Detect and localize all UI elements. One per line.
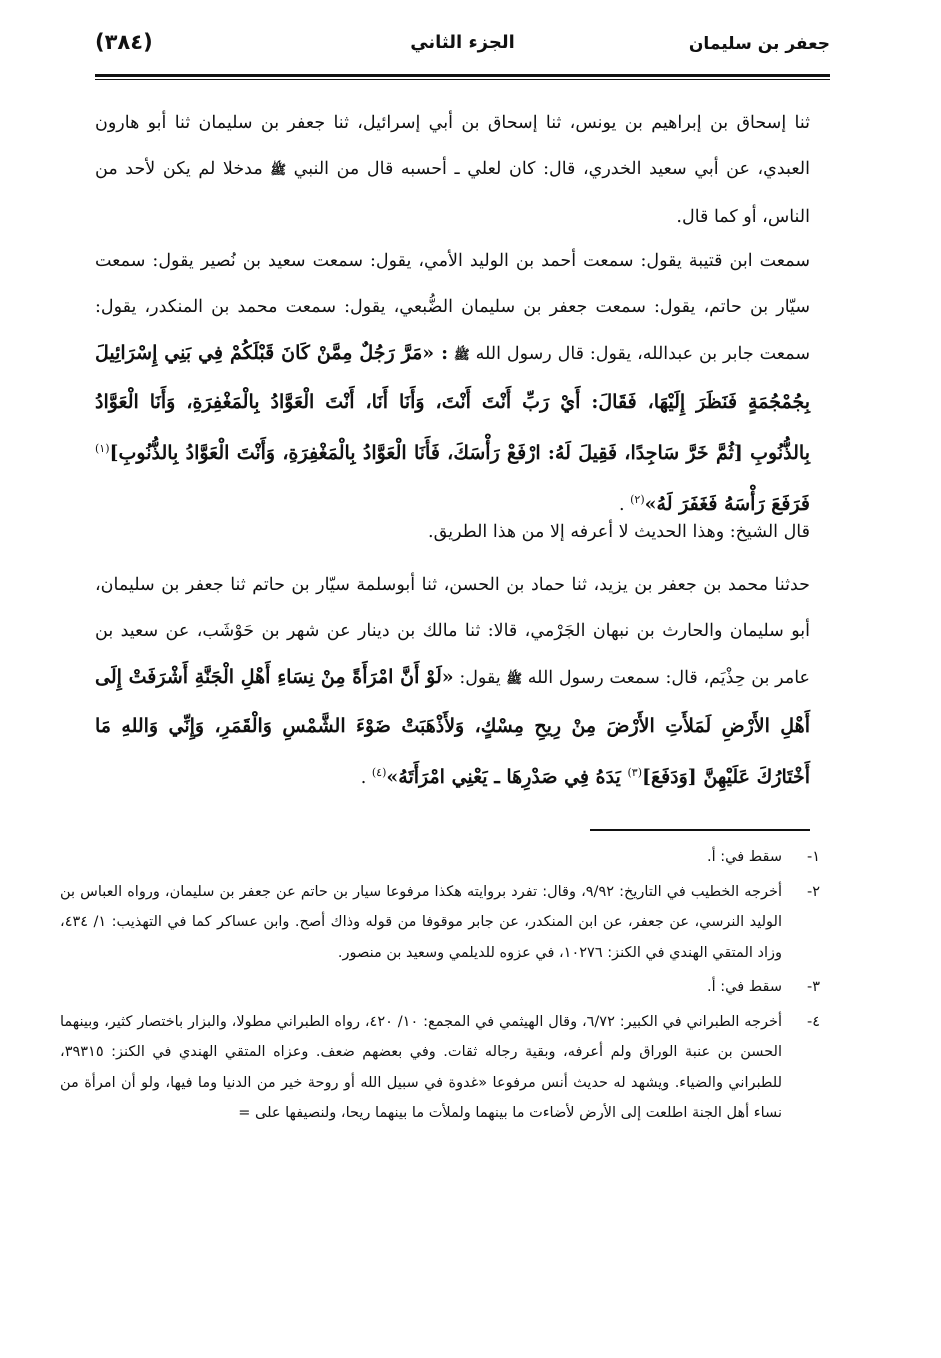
header-rule: [95, 74, 830, 77]
footnote-item: [60, 972, 820, 1003]
footnote-number: ٣-: [806, 979, 820, 995]
part-title: الجزء الثاني: [410, 32, 515, 53]
footnote-item: [60, 1007, 820, 1129]
footnote-ref-4: (٤): [371, 766, 387, 779]
footnotes: [60, 842, 820, 1133]
paragraph-3-text: قال الشيخ: وهذا الحديث لا أعرفه إلا من هذا الطريق.: [428, 522, 810, 542]
footnote-text: سقط في: أ.: [706, 849, 782, 865]
footnote-ref-3: (٣): [627, 766, 642, 779]
salutation-mark: ﷺ: [506, 672, 523, 687]
footnote-item: [60, 877, 820, 969]
hadith-quote-2: «لَوْ أَنَّ امْرَأَةً مِنْ نِسَاءِ أَهْلِ الْجَنَّةِ أَشْرَفَتْ إِلَى أَهْلِ الأَرْضِ لَمَلأَتِ الأَرْضَ مِنْ رِيحِ مِسْكٍ، وَلأَذْهَبَتْ ضَوْءَ الشَّمْسِ وَالْقَمَرِ، وَإِنِّي وَاللهِ مَا أَخْتَارُكَ عَلَيْهِنَّ [وَدَفَعَ]: [95, 666, 810, 788]
hadith-quote-1: : «مَرَّ رَجُلٌ مِمَّنْ كَانَ قَبْلَكُمْ فِي بَنِي إِسْرَائِيلَ بِجُمْجُمَةٍ فَنَظَرَ إِلَيْهَا، فَقَالَ: أَيْ رَبِّ أَنْتَ أَنْتَ، وَأَنَا أَنَا، أَنْتَ الْعَوَّادُ بِالْمَغْفِرَةِ، وَأَنَا الْعَوَّادُ بِالذُّنُوبِ [ثُمَّ خَرَّ سَاجِدًا، فَقِيلَ لَهُ: ارْفَعْ رَأْسَكَ، فَأَنَا الْعَوَّادُ بِالْمَغْفِرَةِ، وَأَنْتَ الْعَوَّادُ بِالذُّنُوبِ]: [95, 342, 810, 464]
running-title: جعفر بن سليمان: [688, 34, 830, 54]
footnote-number: ١-: [806, 849, 820, 865]
paragraph-2-intro: سمعت ابن قتيبة يقول: سمعت أحمد بن الوليد الأمي، يقول: سمعت سعيد بن نُصير يقول: سمعت سيّار بن حاتم، يقول: سمعت جعفر بن سليمان الضُّبعي، يقول: سمعت محمد بن المنكدر، يقول: سمعت جابر بن عبدالله، يقول: قال رسول الله: [95, 251, 810, 364]
footnote-number: ٢-: [806, 883, 820, 900]
paragraph-4: [95, 562, 810, 801]
hadith-quote-1-end: فَرَفَعَ رَأْسَهُ فَغَفَرَ لَهُ»: [644, 492, 810, 515]
paragraph-1-text: ثنا إسحاق بن إبراهيم بن يونس، ثنا إسحاق بن أبي إسرائيل، ثنا جعفر بن سليمان ثنا أبو هارون العبدي، عن أبي سعيد الخدري، قال: كان لعلي ـ أحسبه قال من النبي: [95, 113, 810, 179]
paragraph-4-says: يقول:: [459, 668, 507, 688]
footnote-text: أخرجه الخطيب في التاريخ: ٩/٩٢، وقال: تفرد بروايته هكذا مرفوعا سيار بن حاتم عن جعفر بن سليمان، ورواه العباس بن الوليد النرسي، عن جعفر، عن ابن المنكدر، عن جابر موقوفا من قوله وذاك أصح. وابن عساكر كما في التهذيب: ١/ ٤٣٤، وزاد المتقي الهندي في الكنز: ١٠٢٧٦، في عزوه للديلمي وسعيد بن منصور.: [60, 883, 782, 961]
header-rule-thin: [95, 79, 830, 80]
paragraph-4-dot: .: [360, 767, 367, 788]
footnote-number: ٤-: [806, 1013, 820, 1030]
paragraph-1: [95, 100, 810, 240]
page-header: [95, 22, 830, 68]
page-number: (٣٨٤): [95, 30, 153, 54]
paragraph-2-dot: .: [618, 494, 625, 515]
paragraph-2: [95, 238, 810, 528]
footnote-item: [60, 842, 820, 873]
hadith-quote-2-end: يَدَهُ فِي صَدْرِهَا ـ يَعْنِي امْرَأَتَهُ»: [386, 765, 628, 788]
footnote-text: سقط في: أ.: [706, 979, 782, 995]
footnote-ref-2: (٢): [630, 492, 645, 506]
footnote-separator: [590, 829, 810, 831]
paragraph-1-end: مدخلا لم يكن لأحد من الناس، أو كما قال.: [95, 159, 810, 227]
salutation-mark: ﷺ: [270, 163, 287, 178]
salutation-mark: ﷺ: [454, 348, 470, 363]
paragraph-3: [95, 509, 810, 555]
footnote-ref-1: (١): [95, 442, 110, 455]
paragraph-4-intro: حدثنا محمد بن جعفر بن يزيد، ثنا حماد بن الحسن، ثنا أبوسلمة سيّار بن حاتم ثنا جعفر بن سليمان، أبو سليمان والحارث بن نبهان الجَرْمي، قالا: ثنا مالك بن دينار عن شهر بن حَوْشَب، عن سعيد بن عامر بن حِذْيَم، قال: سمعت رسول الله: [95, 575, 810, 688]
footnote-text: أخرجه الطبراني في الكبير: ٦/٧٢، وقال الهيثمي في المجمع: ١٠/ ٤٢٠، رواه الطبراني مطولا، والبزار باختصار كثير، وبينهما الحسن بن عنبة الوراق ولم أعرفه، وبقية رجاله ثقات. وفي بعضهم ضعف. وعزاه المتقي الهندي في الكنز: ٣٩٣١٥، للطبراني والضياء. ويشهد له حديث أنس مرفوعا «غدوة في سبيل الله أو روحة خير من الدنيا وما فيها، ولو أن امرأة من نساء أهل الجنة اطلعت إلى الأرض لأضاءت ما بينهما ولملأت ما بينهما ريحا، ولنصيفها على =: [60, 1013, 783, 1121]
